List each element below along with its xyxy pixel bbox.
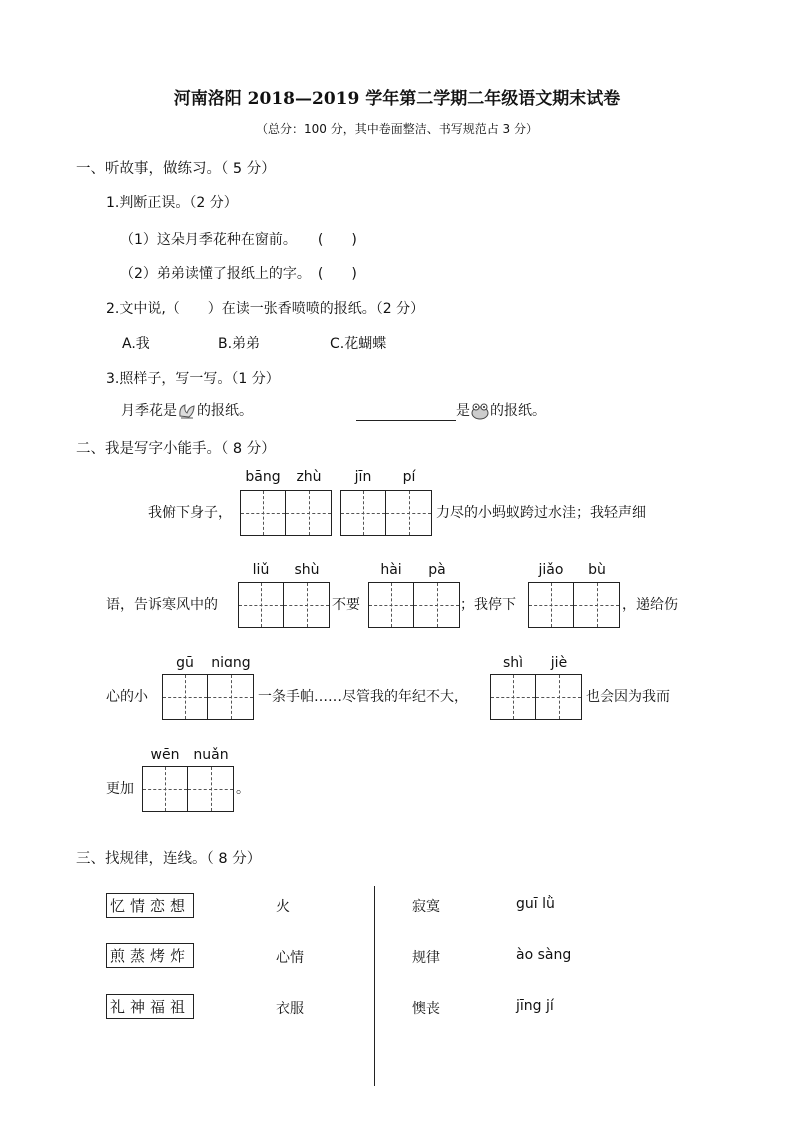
example-left-a: 月季花是 (121, 403, 177, 419)
pinyin-nuan: nuǎn (193, 747, 229, 763)
pinyin-jiao: jiǎo (538, 562, 564, 578)
left-word-2[interactable]: 心情 (276, 950, 304, 966)
pinyin-gu: gū (176, 655, 194, 671)
right-pinyin-3[interactable]: jīng jí (516, 998, 554, 1014)
question-3: 3.照样子，写一写。（1 分） (106, 371, 280, 387)
page-subtitle: （总分：100 分，其中卷面整洁、书写规范占 3 分） (256, 122, 538, 136)
pinyin-pa: pà (428, 562, 446, 578)
question-1b: （2）弟弟读懂了报纸上的字。 ( ) (120, 266, 357, 282)
passage-text-10: 更加 (106, 781, 134, 797)
passage-text-9: 也会因为我而 (586, 689, 670, 705)
section1-heading: 一、听故事，做练习。（ 5 分） (76, 161, 276, 177)
pinyin-hai: hài (380, 562, 402, 578)
right-pinyin-1[interactable]: guī lǜ (516, 896, 555, 912)
example-right-a: 是 (456, 403, 470, 419)
writing-box-shijie[interactable] (490, 674, 582, 720)
pinyin-zhu: zhù (296, 469, 322, 485)
passage-text-2: 力尽的小蚂蚁跨过水洼；我轻声细 (436, 505, 646, 521)
pinyin-pi: pí (402, 469, 416, 485)
passage-text-4: 不要 (332, 597, 360, 613)
page-title: 河南洛阳 2018—2019 学年第二学期二年级语文期末试卷 (173, 89, 621, 109)
writing-box-wennuan[interactable] (142, 766, 234, 812)
option-c: C.花蝴蝶 (330, 336, 387, 352)
example-left-b: 的报纸。 (197, 403, 253, 419)
question-2: 2.文中说,（ ）在读一张香喷喷的报纸。（2 分） (106, 301, 425, 317)
writing-box-liushu[interactable] (238, 582, 330, 628)
pinyin-bu: bù (588, 562, 606, 578)
right-word-3[interactable]: 懊丧 (412, 1001, 440, 1017)
section2-heading: 二、我是写字小能手。（ 8 分） (76, 441, 276, 457)
left-word-1[interactable]: 火 (276, 899, 290, 915)
pinyin-jie: jiè (550, 655, 568, 671)
section3-heading: 三、找规律，连线。（ 8 分） (76, 851, 262, 867)
example-sentence (121, 400, 253, 421)
passage-text-3: 语，告诉寒风中的 (106, 597, 218, 613)
passage-text-5: ；我停下 (460, 597, 516, 613)
pinyin-shi: shì (502, 655, 524, 671)
example-answer (356, 400, 546, 421)
passage-text-11: 。 (236, 781, 250, 797)
question-1a: （1）这朵月季花种在窗前。 ( ) (120, 232, 357, 248)
column-divider (374, 886, 375, 1086)
pinyin-jin: jīn (354, 469, 372, 485)
passage-text-7: 心的小 (106, 689, 148, 705)
question-1: 1.判断正误。（2 分） (106, 195, 238, 211)
pinyin-liu: liǔ (252, 562, 270, 578)
option-b: B.弟弟 (218, 336, 261, 352)
left-group-3[interactable]: 礼神福祖 (106, 994, 194, 1019)
passage-text-1: 我俯下身子， (148, 505, 232, 521)
writing-box-guniang[interactable] (162, 674, 254, 720)
left-group-2[interactable]: 煎蒸烤炸 (106, 943, 194, 968)
pinyin-wen: wēn (150, 747, 180, 763)
pinyin-niang: niɑng (211, 655, 251, 671)
pinyin-shu: shù (294, 562, 320, 578)
flower-icon (177, 401, 197, 421)
right-pinyin-2[interactable]: ào sàng (516, 947, 572, 963)
writing-box-haipa[interactable] (368, 582, 460, 628)
option-a: A.我 (122, 336, 150, 352)
right-word-2[interactable]: 规律 (412, 950, 440, 966)
passage-text-8: 一条手帕……尽管我的年纪不大， (258, 689, 468, 705)
pinyin-bang: bāng (245, 469, 281, 485)
passage-text-6: ，递给伤 (622, 597, 678, 613)
example-right-b: 的报纸。 (490, 403, 546, 419)
frog-icon (470, 401, 490, 421)
writing-box-bangzhu[interactable] (240, 490, 332, 536)
answer-blank[interactable] (356, 406, 456, 421)
writing-box-jinpi[interactable] (340, 490, 432, 536)
left-word-3[interactable]: 衣服 (276, 1001, 304, 1017)
writing-box-jiaobu[interactable] (528, 582, 620, 628)
left-group-1[interactable]: 忆情恋想 (106, 893, 194, 918)
right-word-1[interactable]: 寂寞 (412, 899, 440, 915)
